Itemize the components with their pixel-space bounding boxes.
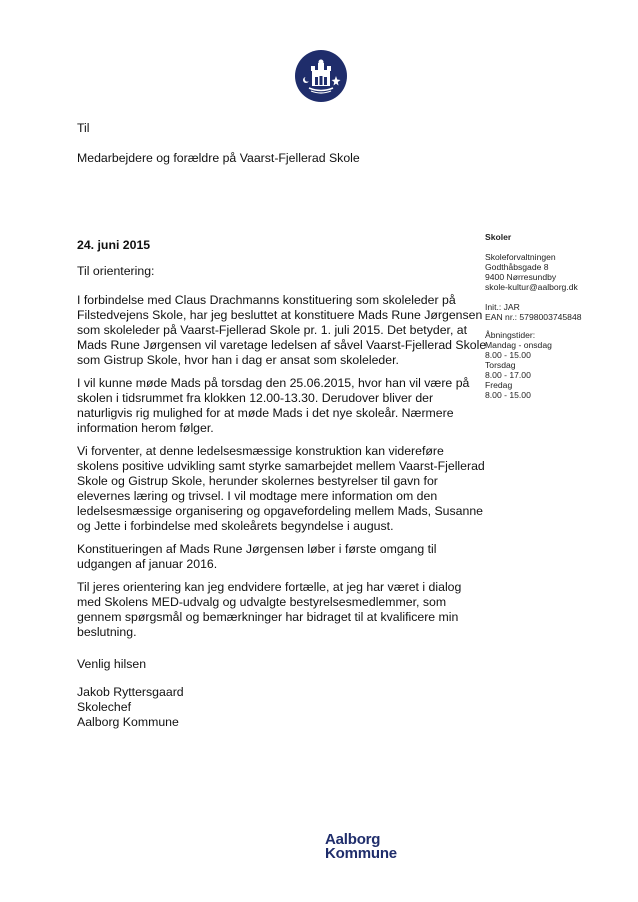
hours-day: Torsdag xyxy=(485,360,516,370)
paragraph-line: Konstitueringen af Mads Rune Jørgensen løber i første omgang til xyxy=(77,542,437,556)
paragraph-line: ledelsesmæssige organisering og opgavefordeling mellem Mads, Susanne xyxy=(77,504,484,518)
signature-title: Skolechef xyxy=(77,700,132,714)
recipients: Medarbejdere og forældre på Vaarst-Fjellerad Skole xyxy=(77,151,360,165)
closing: Venlig hilsen xyxy=(77,657,147,671)
paragraph-line: udgangen af januar 2016. xyxy=(77,557,218,571)
paragraph xyxy=(77,444,486,534)
department: Skoleforvaltningen xyxy=(485,252,556,262)
letter-date: 24. juni 2015 xyxy=(77,238,151,252)
signature-block xyxy=(77,685,184,730)
paragraph-line: Skole og Gistrup Skole, herunder skolernes bestyrelser til gavn for xyxy=(77,474,438,488)
paragraph xyxy=(77,580,486,640)
sidebar-title: Skoler xyxy=(485,232,512,242)
hours-label: Åbningstider: xyxy=(485,330,536,340)
paragraph-line: med Skolens MED-udvalg og udvalgte bestyrelsesmedlemmer, som xyxy=(77,595,447,609)
paragraph-line: I forbindelse med Claus Drachmanns konstituering som skoleleder på xyxy=(77,293,456,307)
hours-day: Mandag - onsdag xyxy=(485,340,552,350)
hours-time: 8.00 - 15.00 xyxy=(485,350,531,360)
aalborg-kommune-logo xyxy=(325,833,397,861)
ean-number: EAN nr.: 5798003745848 xyxy=(485,312,582,322)
paragraph-line: Filstedvejens Skole, har jeg besluttet at konstituere Mads Rune Jørgensen xyxy=(77,308,483,322)
paragraph xyxy=(77,542,486,572)
aalborg-seal-logo xyxy=(295,50,347,102)
hours-day: Fredag xyxy=(485,380,513,390)
paragraph-line: som skoleleder på Vaarst-Fjellerad Skole pr. 1. juli 2015. Det betyder, at xyxy=(77,323,468,337)
castle-icon xyxy=(295,50,347,102)
paragraph xyxy=(77,376,486,436)
initials: Init.: JAR xyxy=(485,302,520,312)
street: Godthåbsgade 8 xyxy=(485,262,549,272)
letter-body xyxy=(77,293,486,648)
star-icon xyxy=(332,76,341,86)
opening-hours xyxy=(485,330,582,400)
postal-city: 9400 Nørresundby xyxy=(485,272,557,282)
paragraph-line: Til jeres orientering kan jeg endvidere fortælle, at jeg har været i dialog xyxy=(77,580,462,594)
paragraph-line: gennem spørgsmål og bemærkninger har bidraget til at kvalificere min xyxy=(77,610,459,624)
signature-org: Aalborg Kommune xyxy=(77,715,179,729)
to-label: Til xyxy=(77,121,90,135)
paragraph-line: information herom følger. xyxy=(77,421,214,435)
paragraph-line: skolens positive udvikling samt styrke samarbejdet mellem Vaarst-Fjellerad xyxy=(77,459,485,473)
paragraph-line: I vil kunne møde Mads på torsdag den 25.06.2015, hvor han vil være på xyxy=(77,376,470,390)
paragraph-line: skolen i tidsrummet fra klokken 12.00-13.30. Derudover bliver der xyxy=(77,391,434,405)
letter-subject: Til orientering: xyxy=(77,264,155,278)
paragraph-line: Vi forventer, at denne ledelsesmæssige konstruktion kan videreføre xyxy=(77,444,444,458)
paragraph-line: beslutning. xyxy=(77,625,137,639)
brand-line-2: Kommune xyxy=(325,845,397,862)
paragraph-line: elevernes læring og trivsel. I vil modtage mere information om den xyxy=(77,489,438,503)
brand-line-1: Aalborg xyxy=(325,831,381,848)
paragraph xyxy=(77,293,486,368)
paragraph-line: naturligvis rig mulighed for at møde Mads i det nye skoleår. Nærmere xyxy=(77,406,454,420)
sidebar xyxy=(485,232,582,400)
paragraph-line: som Gistrup Skole, hvor han i dag er ansat som skoleleder. xyxy=(77,353,399,367)
signature-name: Jakob Ryttersgaard xyxy=(77,685,184,699)
hours-time: 8.00 - 17.00 xyxy=(485,370,531,380)
paragraph-line: og Jette i forbindelse med skoleårets begyndelse i august. xyxy=(77,519,394,533)
paragraph-line: Mads Rune Jørgensen vil varetage ledelsen af såvel Vaarst-Fjellerad Skole xyxy=(77,338,487,352)
hours-time: 8.00 - 15.00 xyxy=(485,390,531,400)
email-link[interactable]: skole-kultur@aalborg.dk xyxy=(485,282,578,292)
sidebar-address xyxy=(485,252,582,292)
